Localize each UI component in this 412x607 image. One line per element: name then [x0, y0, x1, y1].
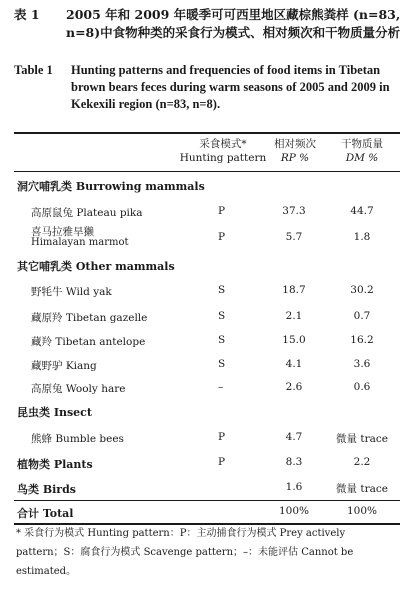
- table-row: [0, 224, 412, 254]
- table-row: [0, 481, 412, 497]
- header-dm-en: DM %: [345, 152, 379, 164]
- table-caption-text-en: Hunting patterns and frequencies of food items in Tibetan brown bears feces during warm seasons of 2005 and 2009 in Kekexili region (n=83, n=8).: [71, 63, 390, 111]
- header-rp-zh: 相对频次: [274, 138, 316, 150]
- food-item-name: 野牦牛 Wild yak: [31, 286, 112, 298]
- category-total: 合计 Total: [17, 507, 74, 520]
- rp-value: 2.1: [285, 310, 303, 322]
- hunting-pattern-value: P: [218, 431, 226, 443]
- table-row: [0, 358, 412, 374]
- category-other-mammals: 其它哺乳类 Other mammals: [17, 260, 175, 273]
- dm-value: 2.2: [353, 456, 371, 468]
- rp-value: 2.6: [285, 381, 303, 393]
- food-item-name-english: Himalayan marmot: [31, 237, 129, 248]
- dm-value: 3.6: [353, 358, 371, 370]
- food-item-name: 喜马拉雅旱獭: [31, 226, 94, 238]
- dm-value: 0.6: [353, 381, 371, 393]
- food-item-name: 高原兔 Wooly hare: [31, 383, 126, 395]
- rp-value: 1.6: [285, 481, 303, 493]
- table-caption-text-zh: 2005 年和 2009 年暖季可可西里地区藏棕熊粪样 (n=83, n=8)中食物种类的采食行为模式、相对频次和干物质量分析: [66, 7, 401, 40]
- table-footnote: * 采食行为模式 Hunting pattern：P：主动捕食行为模式 Prey actively pattern；S：腐食行为模式 Scavenge pattern；–：未能评估 Cannot be estimated。: [16, 528, 354, 577]
- table-caption-label-en: Table 1: [14, 63, 53, 77]
- hunting-pattern-value: P: [218, 231, 226, 243]
- rp-value: 18.7: [282, 284, 306, 296]
- table-caption-chinese: [14, 6, 406, 42]
- category-plants: 植物类 Plants: [17, 458, 93, 471]
- rp-value: 5.7: [285, 231, 303, 243]
- header-dm-zh: 干物质量: [341, 138, 383, 150]
- table-row: [0, 205, 412, 221]
- rp-value: 4.1: [285, 358, 303, 370]
- rp-value: 37.3: [282, 205, 306, 217]
- table-row: [0, 456, 412, 472]
- rp-value: 8.3: [285, 456, 303, 468]
- header-dry-matter: [332, 137, 392, 165]
- dm-value: 16.2: [350, 334, 374, 346]
- dm-value: 30.2: [350, 284, 374, 296]
- hunting-pattern-value: P: [218, 205, 226, 217]
- category-burrowing-mammals: 洞穴哺乳类 Burrowing mammals: [17, 180, 205, 193]
- dm-value: 0.7: [353, 310, 371, 322]
- hunting-pattern-value: –: [218, 381, 224, 393]
- dm-value: 1.8: [353, 231, 371, 243]
- rp-value: 4.7: [285, 431, 303, 443]
- header-hunting-pattern-en: Hunting pattern: [179, 152, 267, 164]
- hunting-pattern-value: S: [218, 334, 226, 346]
- dm-value: 微量 trace: [336, 483, 388, 495]
- table-row: [0, 505, 412, 521]
- total-rule: [14, 500, 400, 501]
- hunting-pattern-value: S: [218, 310, 226, 322]
- header-rp-en: RP %: [280, 152, 310, 164]
- food-item-name: 藏野驴 Kiang: [31, 360, 97, 372]
- food-item-name: 藏羚 Tibetan antelope: [31, 336, 146, 348]
- category-insect: 昆虫类 Insect: [17, 406, 92, 419]
- table-row: [0, 310, 412, 326]
- table-row: [0, 284, 412, 300]
- table-caption-label-zh: 表 1: [14, 7, 40, 22]
- category-birds: 鸟类 Birds: [17, 483, 76, 496]
- hunting-pattern-value: S: [218, 284, 226, 296]
- rp-value: 15.0: [282, 334, 306, 346]
- food-item-name: 高原鼠兔 Plateau pika: [31, 207, 143, 219]
- table-row: [0, 334, 412, 350]
- food-item-name: 熊蜂 Bumble bees: [31, 433, 124, 445]
- table-top-rule: [14, 132, 400, 134]
- table-row: [0, 381, 412, 397]
- header-rule: [14, 171, 400, 172]
- header-hunting-pattern-zh: 采食模式*: [199, 138, 247, 150]
- dm-value: 微量 trace: [336, 433, 388, 445]
- dm-value: 100%: [346, 505, 378, 517]
- hunting-pattern-value: S: [218, 358, 226, 370]
- dm-value: 44.7: [350, 205, 374, 217]
- table-row: [0, 431, 412, 447]
- food-item-name: 藏原羚 Tibetan gazelle: [31, 312, 148, 324]
- table-caption-english: [14, 62, 406, 113]
- header-hunting-pattern: [176, 137, 270, 165]
- rp-value: 100%: [278, 505, 310, 517]
- hunting-pattern-value: P: [218, 456, 226, 468]
- header-relative-frequency: [268, 137, 322, 165]
